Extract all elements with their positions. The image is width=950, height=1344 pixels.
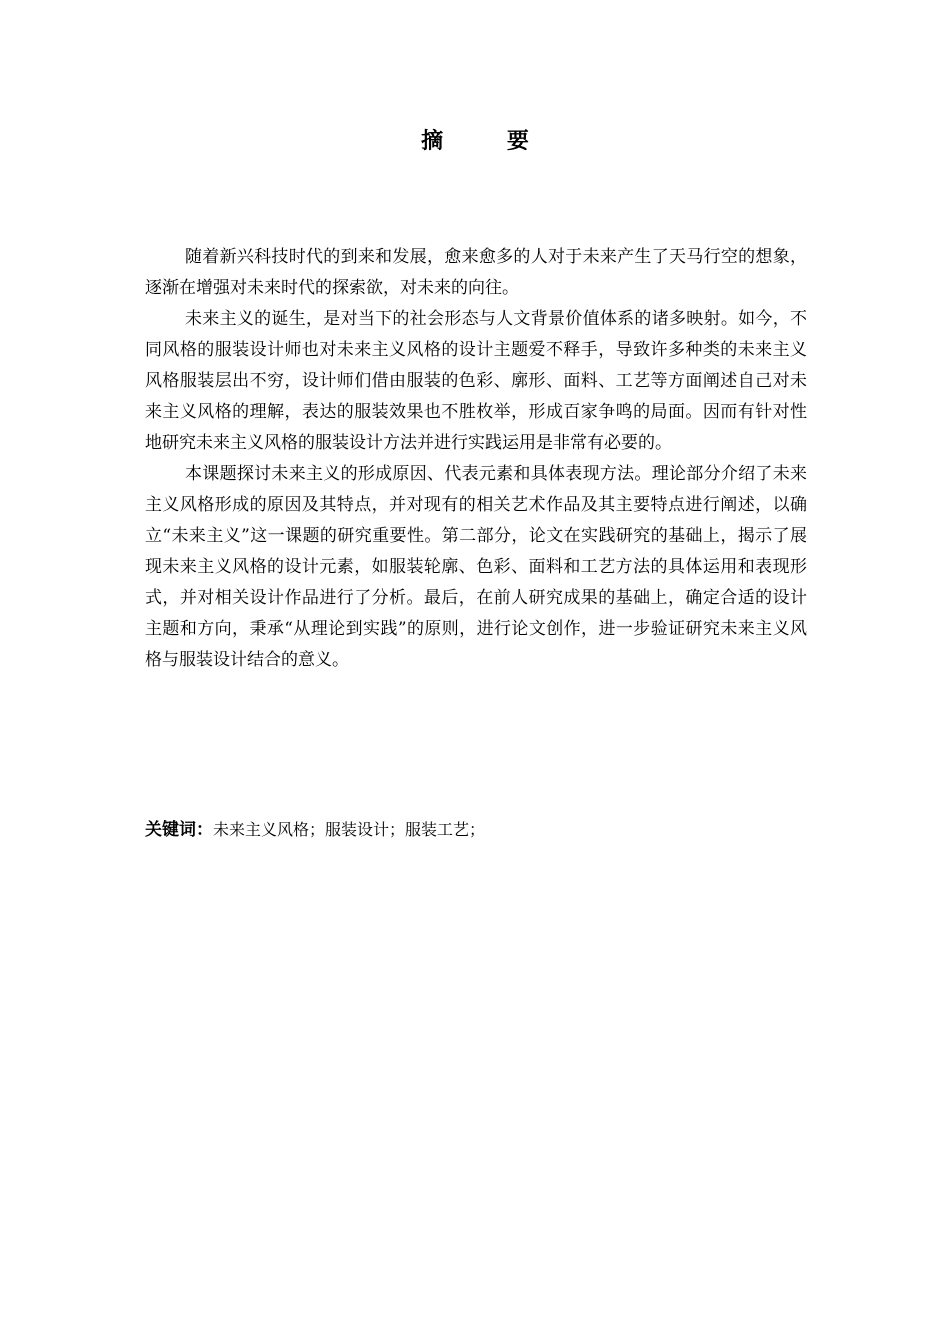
abstract-title: 摘 要 [421,129,557,154]
abstract-paragraph-3: 本课题探讨未来主义的形成原因、代表元素和具体表现方法。理论部分介绍了未来主义风格形成的原因及其特点，并对现有的相关艺术作品及其主要特点进行阐述，以确立“未来主义”这一课题的研究重要性。第二部分，论文在实践研究的基础上，揭示了展现未来主义风格的设计元素，如服装轮廓、色彩、面料和工艺方法的具体运用和表现形式，并对相关设计作品进行了分析。最后，在前人研究成果的基础上，确定合适的设计主题和方向，秉承“从理论到实践”的原则，进行论文创作，进一步验证研究未来主义风格与服装设计结合的意义。 [145,464,807,670]
abstract-paragraph-1: 随着新兴科技时代的到来和发展，愈来愈多的人对于未来产生了天马行空的想象，逐渐在增强对未来时代的探索欲，对未来的向往。 [145,247,807,298]
abstract-paragraph-2: 未来主义的诞生，是对当下的社会形态与人文背景价值体系的诸多映射。如今，不同风格的服装设计师也对未来主义风格的设计主题爱不释手，导致许多种类的未来主义风格服装层出不穷，设计师们借由服装的色彩、廓形、面料、工艺等方面阐述自己对未来主义风格的理解，表达的服装效果也不胜枚举，形成百家争鸣的局面。因而有针对性地研究未来主义风格的服装设计方法并进行实践运用是非常有必要的。 [145,309,807,453]
abstract-body [145,242,807,676]
keywords-line [145,815,807,845]
keywords-value: 未来主义风格；服装设计；服装工艺； [213,820,486,839]
keywords-label: 关键词： [145,820,213,840]
